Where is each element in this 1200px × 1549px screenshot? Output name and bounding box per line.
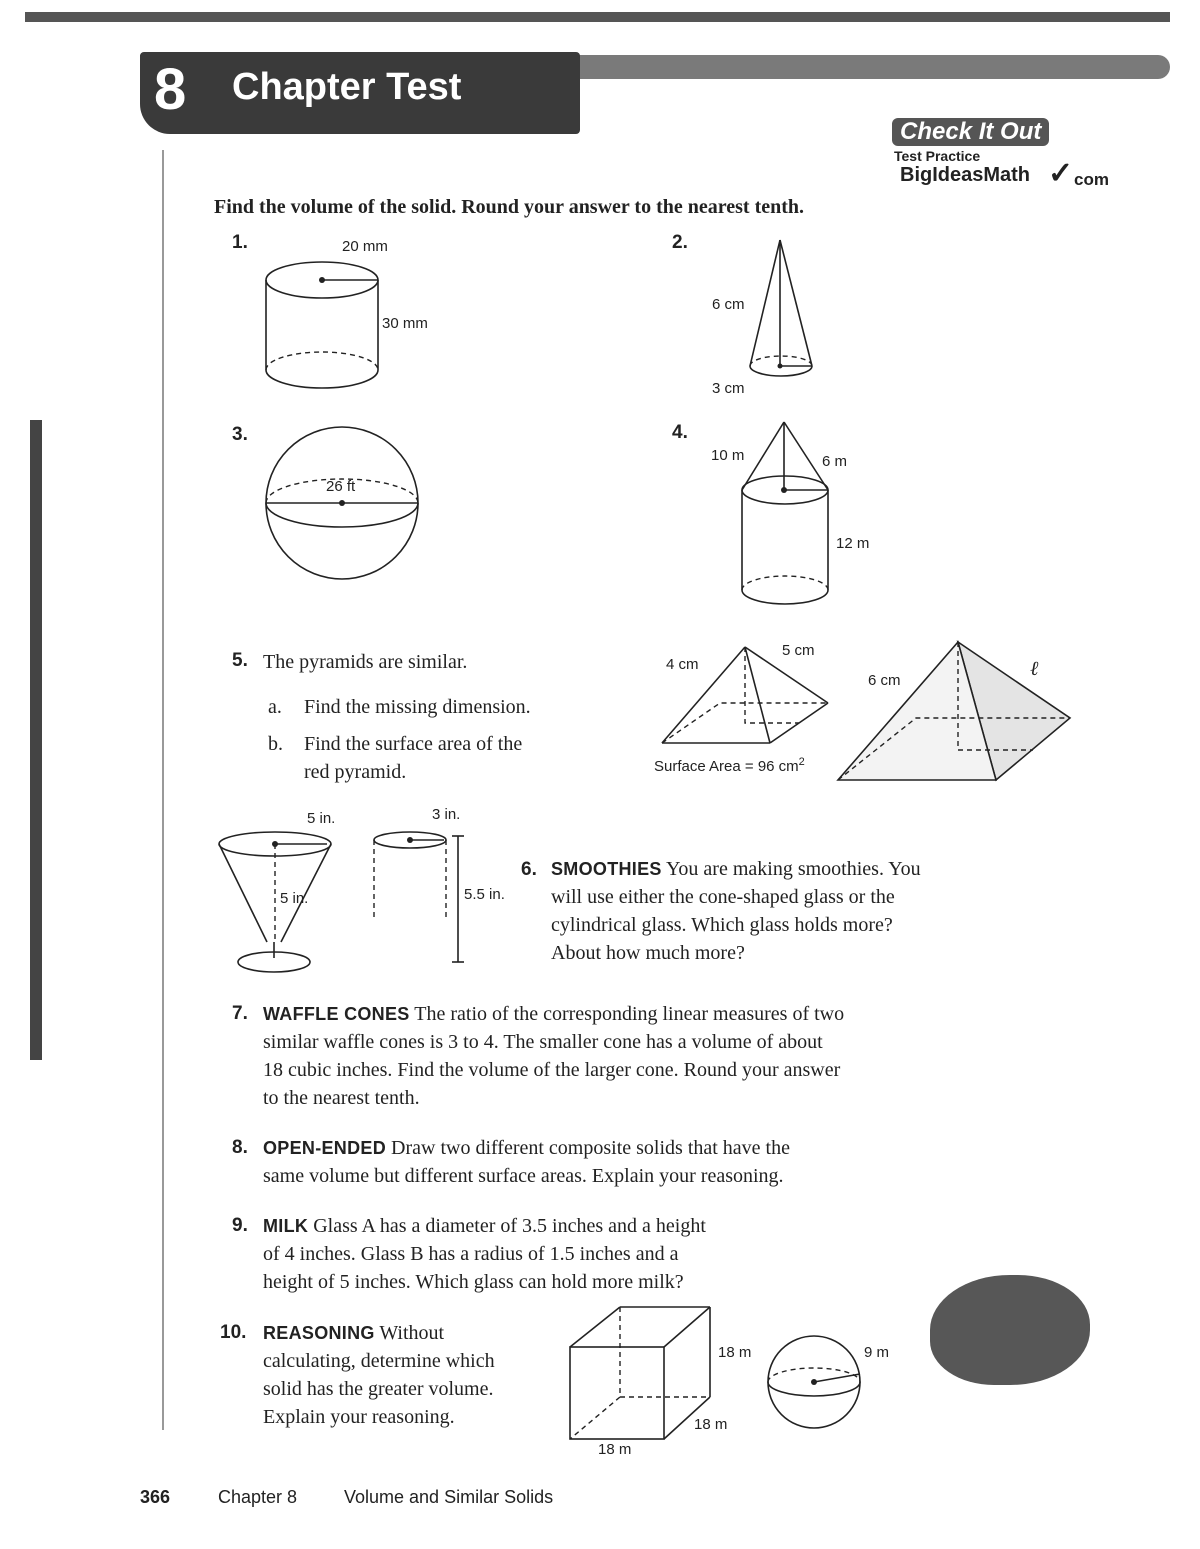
q6-keyword: SMOOTHIES — [551, 859, 662, 879]
chapter-title-bar — [140, 52, 580, 134]
q5-large-height-label: 6 cm — [868, 672, 901, 689]
q10-cube-hidden-edges — [570, 1307, 710, 1439]
instructions: Find the volume of the solid. Round your answer to the nearest tenth. — [214, 196, 805, 218]
q3-diameter-label: 26 ft — [326, 478, 356, 495]
left-margin-bar — [30, 420, 42, 1060]
q10-keyword: REASONING — [263, 1323, 375, 1343]
site-suffix: com — [1074, 170, 1109, 189]
q6-cyl-radius-label: 3 in. — [432, 806, 461, 823]
rock-photo — [930, 1275, 1090, 1385]
q5-small-slant-label: 5 cm — [782, 642, 815, 659]
q6-line4: About how much more? — [551, 942, 745, 964]
q3-center-dot — [339, 500, 345, 506]
q6-line3: cylindrical glass. Which glass holds more? — [551, 914, 893, 936]
q5-stem: The pyramids are similar. — [263, 651, 468, 673]
q7-line1-text: The ratio of the corresponding linear measures of two — [414, 1003, 845, 1025]
q9-number: 9. — [232, 1215, 248, 1236]
q6-cone-radius-label: 5 in. — [307, 810, 336, 827]
q6-cyl-height-label: 5.5 in. — [464, 886, 505, 903]
q10-sphere-radius — [814, 1374, 860, 1382]
q1-center-dot — [319, 277, 325, 283]
q4-number: 4. — [672, 422, 688, 443]
q4-height-label: 12 m — [836, 535, 870, 552]
q6-cone-left — [219, 844, 267, 942]
q2-left-slant — [750, 240, 780, 366]
q4-radius-label: 6 m — [822, 453, 848, 470]
q2-radius-label: 3 cm — [712, 380, 745, 397]
q6-cyl-center-dot — [407, 837, 413, 843]
q5b-text-line2: red pyramid. — [304, 761, 407, 783]
q4-center-dot — [781, 487, 787, 493]
q1-height-label: 30 mm — [382, 315, 428, 332]
checkmark-icon: ✓ — [1048, 157, 1074, 190]
q6-cone-glass-figure — [215, 830, 335, 980]
q2-center-dot — [778, 364, 783, 369]
check-it-out-logo — [892, 118, 1122, 194]
q8-number: 8. — [232, 1137, 248, 1158]
page-number: 366 — [140, 1487, 171, 1507]
q6-number: 6. — [521, 859, 537, 880]
q5b-label: b. — [268, 733, 283, 755]
top-border — [25, 12, 1170, 22]
q1-bottom-back — [266, 352, 378, 370]
q5-large-pyramid-figure — [836, 640, 1076, 785]
q5-large-slant-label: ℓ — [1030, 658, 1039, 680]
q3-equator-front — [266, 503, 418, 527]
q6-line1 — [551, 855, 921, 883]
q7-line2: similar waffle cones is 3 to 4. The smaller cone has a volume of about — [263, 1031, 823, 1053]
q4-composite-figure — [738, 420, 838, 610]
q5a-label: a. — [268, 696, 282, 718]
q10-line4: Explain your reasoning. — [263, 1406, 455, 1428]
q8-keyword: OPEN-ENDED — [263, 1138, 387, 1158]
q7-number: 7. — [232, 1003, 248, 1024]
q4-cone-left — [742, 422, 784, 490]
q9-line1 — [263, 1212, 706, 1240]
q7-line3: 18 cubic inches. Find the volume of the larger cone. Round your answer — [263, 1059, 841, 1081]
footer-chapter-title: Volume and Similar Solids — [344, 1487, 554, 1507]
q5-surface-area-label — [654, 756, 805, 775]
q8-line1 — [263, 1134, 790, 1162]
q10-cube-front — [570, 1347, 664, 1439]
q10-cube-width-label: 18 m — [598, 1441, 632, 1458]
q10-number: 10. — [220, 1322, 247, 1343]
q6-cylinder-glass-figure — [372, 828, 472, 968]
q6-cone-center-dot — [272, 841, 278, 847]
q6-cone-height-label: 5 in. — [280, 890, 309, 907]
q3-number: 3. — [232, 424, 248, 445]
chapter-number: 8 — [154, 57, 187, 122]
q5-surface-area-text: Surface Area = 96 cm — [654, 758, 799, 775]
q5b-text-line1: Find the surface area of the — [304, 733, 523, 755]
page-title: Chapter Test — [232, 66, 462, 108]
q5-number: 5. — [232, 650, 248, 671]
q4-slant-label: 10 m — [711, 447, 745, 464]
q8-line1-text: Draw two different composite solids that have the — [391, 1137, 790, 1159]
q10-cube-top-left — [570, 1307, 620, 1347]
q2-number: 2. — [672, 232, 688, 253]
q3-sphere-figure — [264, 425, 424, 585]
q2-cone-figure — [748, 238, 828, 383]
q10-cube-depth-label: 18 m — [694, 1416, 728, 1433]
q10-line1 — [263, 1319, 444, 1347]
q5-small-height-label: 4 cm — [666, 656, 699, 673]
site-name: BigIdeasMath — [900, 164, 1031, 186]
q10-line2: calculating, determine which — [263, 1350, 495, 1372]
q10-line3: solid has the greater volume. — [263, 1378, 494, 1400]
q7-keyword: WAFFLE CONES — [263, 1004, 410, 1024]
q1-number: 1. — [232, 232, 248, 253]
q10-sphere-radius-label: 9 m — [864, 1344, 890, 1361]
q1-bottom-front — [266, 370, 378, 388]
left-margin-line — [162, 150, 164, 1430]
q4-bottom-front — [742, 590, 828, 604]
q10-line1-text: Without — [379, 1322, 445, 1344]
q6-line1-text: You are making smoothies. You — [665, 858, 921, 880]
q5a-text: Find the missing dimension. — [304, 696, 531, 718]
q2-right-slant — [780, 240, 812, 366]
q1-cylinder-figure — [262, 260, 392, 390]
q4-bottom-back — [742, 576, 828, 590]
footer-chapter: Chapter 8 — [218, 1487, 298, 1507]
q2-height-label: 6 cm — [712, 296, 745, 313]
q7-line4: to the nearest tenth. — [263, 1087, 420, 1109]
test-practice-text: Test Practice — [894, 148, 981, 164]
q8-line2: same volume but different surface areas. Explain your reasoning. — [263, 1165, 784, 1187]
q10-sphere-figure — [766, 1334, 866, 1434]
q9-keyword: MILK — [263, 1216, 309, 1236]
q5-surface-area-exponent: 2 — [798, 756, 805, 768]
q9-line2: of 4 inches. Glass B has a radius of 1.5 inches and a — [263, 1243, 679, 1265]
q7-line1 — [263, 1000, 844, 1028]
check-it-out-text: Check It Out — [892, 118, 1049, 146]
q10-sphere-center-dot — [811, 1379, 817, 1385]
q9-line1-text: Glass A has a diameter of 3.5 inches and a height — [313, 1215, 706, 1237]
q9-line3: height of 5 inches. Which glass can hold more milk? — [263, 1271, 684, 1293]
q6-line2: will use either the cone-shaped glass or the — [551, 886, 895, 908]
q10-cube-top-right — [664, 1307, 710, 1347]
q10-cube-height-label: 18 m — [718, 1344, 752, 1361]
q1-radius-label: 20 mm — [342, 238, 388, 255]
